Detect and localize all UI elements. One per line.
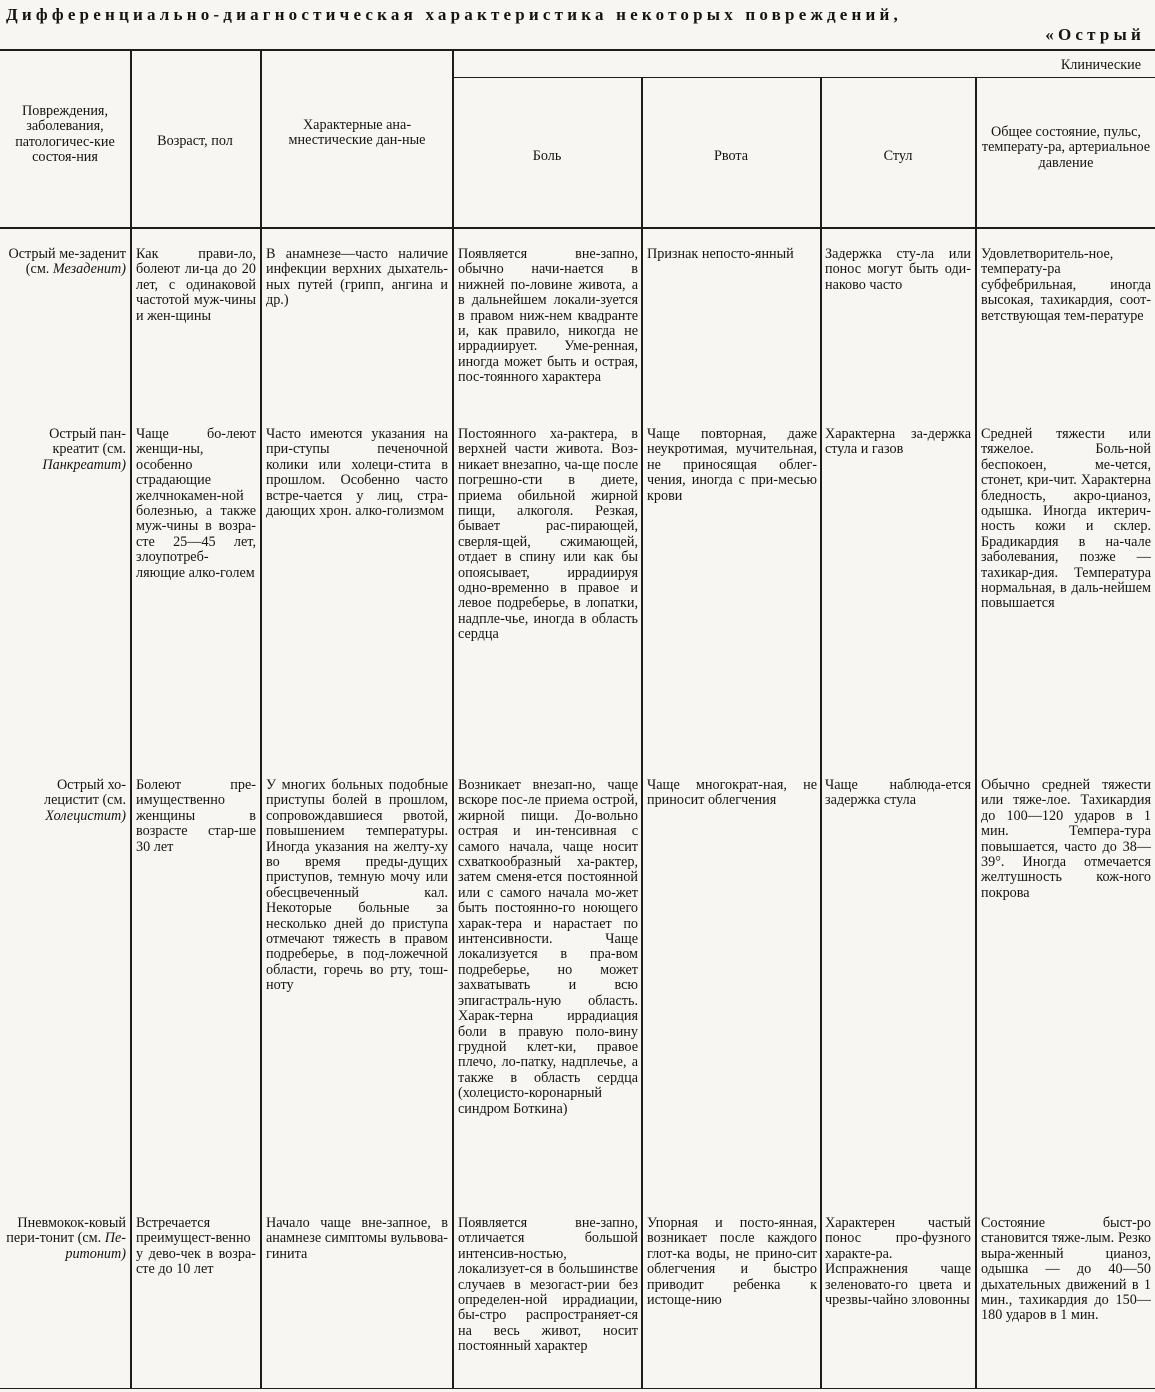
row-4-age: Встречается преимущест-венно у дево-чек в возра-сте до 10 лет <box>136 1216 256 1278</box>
row-3-condition <box>6 778 126 824</box>
header-col-age-sex: Возраст, пол <box>157 133 233 149</box>
row-1-general: Удовлетворитель-ное, температу-ра субфебрильная, иногда высокая, тахикардия, соот-ветствующая тем-пературе <box>981 247 1151 324</box>
row-4-history: Начало чаще вне-запное, в анамнезе симптомы вульвова-гинита <box>266 1216 448 1262</box>
header-bottom-rule <box>0 227 1155 229</box>
column-divider <box>452 51 454 1389</box>
row-1-name: Острый ме-заденит (см. <box>8 247 126 278</box>
row-3-vomiting: Чаще многократ-ная, не приносит облегчения <box>647 778 817 809</box>
title-line-2: «Острый <box>1045 25 1145 44</box>
row-3-general: Обычно средней тяжести или тяже-лое. Тахикардия до 100—120 ударов в 1 мин. Темпера-тура повышается, часто до 38—39°. Иногда отмечается желтушность кож-ного покрова <box>981 778 1151 901</box>
page-title <box>0 0 1155 48</box>
page-bottom-rule <box>0 1388 1155 1389</box>
row-1-condition <box>6 247 126 278</box>
header-col-stool: Стул <box>883 148 913 164</box>
row-4-stool: Характерен частый понос про-фузного характе-ра. Испражнения чаще зеленовато-го цвета и чрезвы-чайно зловонны <box>825 1216 971 1309</box>
row-2-general: Средней тяжести или тяжелое. Боль-ной беспокоен, ме-чется, стонет, кри-чит. Характерна бледность, акро-цианоз, одышка. Иногда иктерич-ность кожи и склер. Брадикардия в на-чале заболевания, позже — тахикар-дия. Температура нормальная, в даль-нейшем повышается <box>981 427 1151 612</box>
row-1-pain: Появляется вне-запно, обычно начи-нается в нижней по-ловине живота, а в дальнейшем локали-зуется в правом ниж-нем квадранте и, как правило, никогда не иррадиирует. Уме-ренная, иногда может быть и острая, пос-тоянного характера <box>458 247 638 386</box>
row-2-vomiting: Чаще повторная, даже неукротимая, мучительная, не приносящая облег-чения, иногда с при-месью крови <box>647 427 817 504</box>
row-4-vomiting: Упорная и посто-янная, возникает после каждого глот-ка воды, не прино-сит облегчения и быстро приводит ребенка к истоще-нию <box>647 1216 817 1309</box>
header-col-pain: Боль <box>532 148 562 164</box>
row-4-name: Пневмокок-ковый пери-тонит (см. <box>6 1216 126 1247</box>
row-4-general: Состояние быст-ро становится тяже-лым. Резко выра-женный цианоз, одышка — до 40—50 дыхательных движений в 1 мин., тахикардия до 150—180 ударов в 1 мин. <box>981 1216 1151 1324</box>
row-1-history: В анамнезе—часто наличие инфекции верхних дыхатель-ных путей (грипп, ангина и др.) <box>266 247 448 309</box>
column-divider <box>130 51 132 1389</box>
column-divider <box>260 51 262 1389</box>
row-3-ref: Холецистит) <box>45 807 126 824</box>
group-underline <box>452 77 1155 78</box>
row-2-ref: Панкреатит) <box>42 456 126 473</box>
row-4-condition <box>6 1216 126 1262</box>
row-3-pain: Возникает внезап-но, чаще вскоре пос-ле приема острой, жирной пищи. До-вольно острая и ин-тенсивная с самого начала, чаще носит схваткообразный ха-рактер, затем сменя-ется постоянной или с самого начала мо-жет быть постоянно-го ноющего харак-тера и нарастает по интенсивности. Чаще локализуется в пра-вом подреберье, но может захватывать и всю эпигастраль-ную область. Харак-терна иррадиация боли в правую поло-вину грудной клет-ки, правое плечо, ло-патку, надплечье, а также в область сердца (холецисто-коронарный синдром Боткина) <box>458 778 638 1117</box>
row-1-stool: Задержка сту-ла или понос могут быть оди-наково часто <box>825 247 971 293</box>
row-3-stool: Чаще наблюда-ется задержка стула <box>825 778 971 809</box>
row-2-history: Часто имеются указания на при-ступы печеночной колики или холеци-стита в прошлом. Особенно часто встре-чается у лиц, стра-дающих хрон. алко-голизмом <box>266 427 448 520</box>
row-1-vomiting: Признак непосто-янный <box>647 247 794 262</box>
header-col-vomiting: Рвота <box>713 148 749 164</box>
header-col-general-state: Общее состояние, пульс, температу-ра, артериальное давление <box>981 124 1151 171</box>
clinical-group-label: Клинические <box>1060 57 1141 73</box>
row-2-age: Чаще бо-леют женщи-ны, особенно страдающие желчнокамен-ной болезнью, а также муж-чины в возра-сте 25—45 лет, злоупотреб-ляющие алко-голем <box>136 427 256 581</box>
top-rule <box>0 49 1155 51</box>
column-divider <box>820 77 822 1389</box>
row-1-ref: Мезаденит) <box>52 261 126 278</box>
row-2-name: Острый пан-креатит (см. <box>49 427 126 458</box>
column-divider <box>975 77 977 1389</box>
header-col-condition: Повреждения, заболевания, патологичес-кие состоя-ния <box>15 103 115 166</box>
row-2-pain: Постоянного ха-рактера, в верхней части живота. Воз-никает внезапно, ча-ще после погрешно-сти в диете, приема обильной жирной пищи, алкоголя. Резкая, бывает рас-пирающей, сверля-щей, сжимающей, отдает в спину или как бы опоясывает, иррадиируя одно-временно в правое и левое подреберье, в лопатки, надпле-чье, иногда в область сердца <box>458 427 638 643</box>
row-3-history: У многих больных подобные приступы болей в прошлом, сопровождавшиеся рвотой, повышением температуры. Иногда указания на желту-ху во время преды-дущих приступов, темную мочу или обесцвеченный кал. Некоторые больные за несколько дней до приступа отмечают тяжесть в правом подреберье, в под-ложечной области, горечь во рту, тош-ноту <box>266 778 448 994</box>
row-1-age: Как прави-ло, болеют ли-ца до 20 лет, с одинаковой частотой муж-чины и жен-щины <box>136 247 256 324</box>
row-3-age: Болеют пре-имущественно женщины в возрасте стар-ше 30 лет <box>136 778 256 855</box>
row-2-stool: Характерна за-держка стула и газов <box>825 427 971 458</box>
row-4-ref: Пе-ритонит) <box>65 1230 126 1262</box>
row-2-condition <box>6 427 126 473</box>
row-4-pain: Появляется вне-запно, отличается большой интенсив-ностью, локализует-ся в большинстве случаев в мезогаст-рии без определен-ной иррадиации, бы-стро распространяет-ся на весь живот, носит постоянный характер <box>458 1216 638 1355</box>
column-divider <box>641 77 643 1389</box>
header-col-history: Характерные ана-мнестические дан-ные <box>288 117 426 149</box>
row-3-name: Острый хо-лецистит (см. <box>44 778 126 809</box>
title-line-1: Дифференциально-диагностическая характеристика некоторых повреждений, <box>6 5 902 24</box>
